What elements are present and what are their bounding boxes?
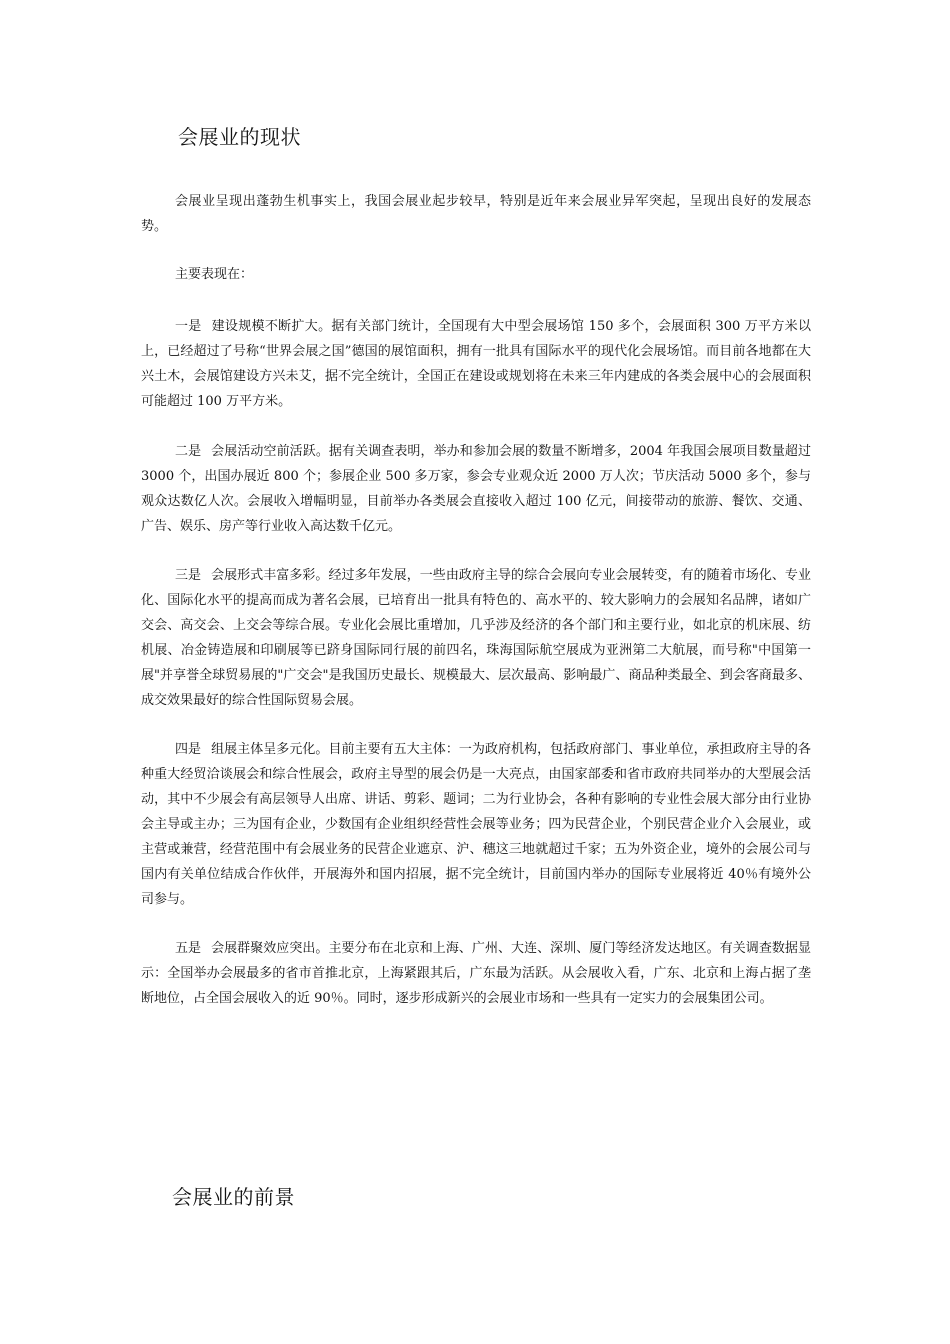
section-title-prospects: 会展业的前景 — [172, 1185, 295, 1209]
point-lead: 五是 — [175, 941, 202, 956]
point-text: 组展主体呈多元化。目前主要有五大主体：一为政府机构，包括政府部门、事业单位，承担政府主导的各种重大经贸洽谈展会和综合性展会，政府主导型的展会仍是一大亮点，由国家部委和省市政府共同举办的大型展会活动，其中不少展会有高层领导人出席、讲话、剪彩、题词；二为行业协会，各种有影响的专业性会展大部分由行业协会主导或主办；三为国有企业，少数国有企业组织经营性会展等业务；四为民营企业，个别民营企业介入会展业，或主营或兼营，经营范围中有会展业务的民营企业遮京、沪、穗这三地就超过千家；五为外资企业，境外的会展公司与国内有关单位结成合作伙伴，开展海外和国内招展，据不完全统计，目前国内举办的国际专业展将近 40％有境外公司参与。 — [141, 742, 811, 907]
point-paragraph-3 — [141, 563, 811, 713]
point-paragraph-4 — [141, 737, 811, 912]
point-paragraph-5 — [141, 936, 811, 1011]
intro-paragraph: 会展业呈现出蓬勃生机事实上，我国会展业起步较早，特别是近年来会展业异军突起，呈现出良好的发展态势。 — [141, 194, 811, 234]
section-title-status: 会展业的现状 — [178, 125, 301, 149]
point-text: 会展群聚效应突出。主要分布在北京和上海、广州、大连、深圳、厦门等经济发达地区。有关调查数据显示：全国举办会展最多的省市首推北京，上海紧跟其后，广东最为活跃。从会展收入看，广东、北京和上海占据了垄断地位，占全国会展收入的近 90％。同时，逐步形成新兴的会展业市场和一些具有一定实力的会展集团公司。 — [141, 941, 811, 1006]
point-text: 建设规模不断扩大。据有关部门统计，全国现有大中型会展场馆 150 多个，会展面积 300 万平方米以上，已经超过了号称“世界会展之国”德国的展馆面积，拥有一批具有国际水平的现代化会展场馆。而目前各地都在大兴土木，会展馆建设方兴未艾，据不完全统计，全国正在建设或规划将在未来三年内建成的各类会展中心的会展面积可能超过 100 万平方米。 — [141, 319, 811, 409]
point-text: 会展活动空前活跃。据有关调查表明，举办和参加会展的数量不断增多，2004 年我国会展项目数量超过 3000 个，出国办展近 800 个；参展企业 500 多万家，参会专业观众近 2000 万人次；节庆活动 5000 多个，参与观众达数亿人次。会展收入增幅明显，目前举办各类展会直接收入超过 100 亿元，间接带动的旅游、餐饮、交通、广告、娱乐、房产等行业收入高达数千亿元。 — [141, 444, 811, 534]
point-paragraph-1 — [141, 314, 811, 414]
point-lead: 三是 — [175, 568, 202, 583]
point-lead: 四是 — [175, 742, 202, 757]
point-paragraph-2 — [141, 439, 811, 539]
point-lead: 二是 — [175, 444, 202, 459]
main-label: 主要表现在： — [175, 267, 254, 282]
point-lead: 一是 — [175, 319, 202, 334]
point-text: 会展形式丰富多彩。经过多年发展，一些由政府主导的综合会展向专业会展转变，有的随着市场化、专业化、国际化水平的提高而成为著名会展，已培育出一批具有特色的、高水平的、较大影响力的会展知名品牌，诸如广交会、高交会、上交会等综合展。专业化会展比重增加，几乎涉及经济的各个部门和主要行业，如北京的机床展、纺机展、冶金铸造展和印刷展等已跻身国际同行展的前四名，珠海国际航空展成为亚洲第二大航展，而号称"中国第一展"并享誉全球贸易展的"广交会"是我国历史最长、规模最大、层次最高、影响最广、商品种类最全、到会客商最多、成交效果最好的综合性国际贸易会展。 — [141, 568, 811, 708]
